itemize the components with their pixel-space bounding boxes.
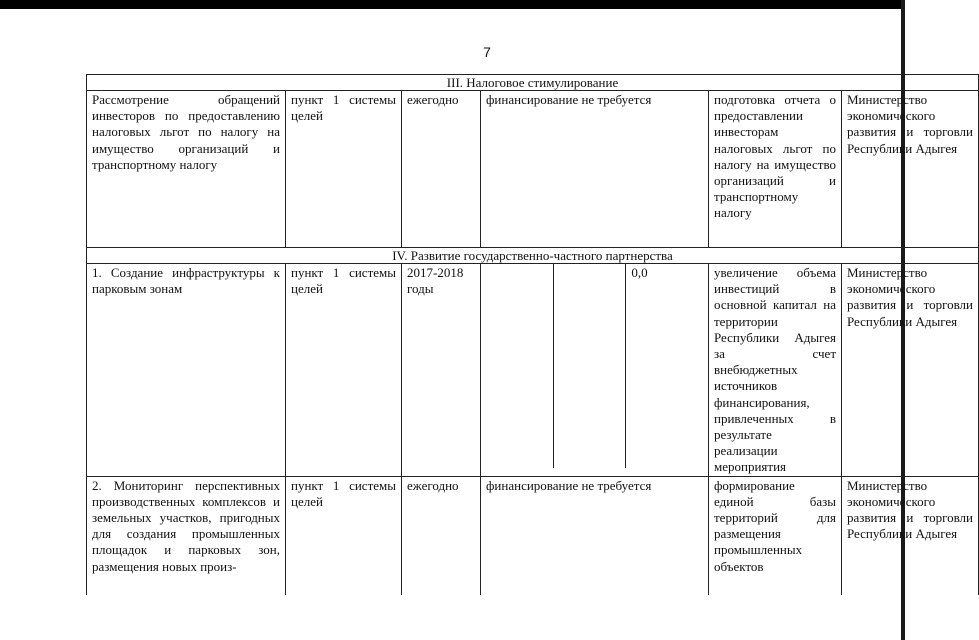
- financing-subcell: [481, 264, 554, 468]
- financing: финансирование не требуется: [481, 476, 709, 595]
- goal-point: пункт 1 системы целей: [286, 91, 402, 248]
- expected-result: подготовка отчета о предоставлении инвесторам налоговых льгот по налогу на имущество организаций и транспортному налогу: [709, 91, 842, 248]
- term: ежегодно: [402, 91, 481, 248]
- executor: Министерство экономического развития и торговли Республики Адыгея: [842, 264, 979, 477]
- scan-top-edge: [0, 0, 905, 9]
- expected-result: увеличение объема инвестиций в основной капитал на территории Республики Адыгея за счет внебюджетных источников финансирования, привлеченных в результате реализации мероприятия: [709, 264, 842, 477]
- section-header-row: [87, 75, 979, 91]
- table-row: [87, 264, 979, 477]
- financing-value: 0,0: [631, 265, 648, 280]
- term: 2017-2018 годы: [402, 264, 481, 477]
- page-bottom-margin: [86, 630, 899, 640]
- financing-subcell: [554, 264, 627, 468]
- section-title-ppp: IV. Развитие государственно-частного партнерства: [87, 248, 979, 264]
- financing-split: [481, 264, 709, 477]
- measure-name: Рассмотрение обращений инвесторов по предоставлению налоговых льгот по налогу на имущество организаций и транспортному налогу: [87, 91, 286, 248]
- financing: финансирование не требуется: [481, 91, 709, 248]
- page-number: 7: [483, 44, 491, 60]
- expected-result: формирование единой базы территорий для размещения промышленных объектов: [709, 476, 842, 595]
- table-row: [87, 91, 979, 248]
- goal-point: пункт 1 системы целей: [286, 476, 402, 595]
- section-header-row: [87, 248, 979, 264]
- table-row: [87, 476, 979, 595]
- executor: Министерство экономического развития и торговли Республики Адыгея: [842, 91, 979, 248]
- term: ежегодно: [402, 476, 481, 595]
- measure-name: 2. Мониторинг перспективных производственных комплексов и земельных участков, пригодных для создания промышленных площадок и парковых зон, размещения новых произ-: [87, 476, 286, 595]
- executor: Министерство экономического развития и торговли Республики Адыгея: [842, 476, 979, 595]
- section-title-tax: III. Налоговое стимулирование: [87, 75, 979, 91]
- measures-table: [86, 74, 979, 595]
- goal-point: пункт 1 системы целей: [286, 264, 402, 477]
- measure-name: 1. Создание инфраструктуры к парковым зонам: [87, 264, 286, 477]
